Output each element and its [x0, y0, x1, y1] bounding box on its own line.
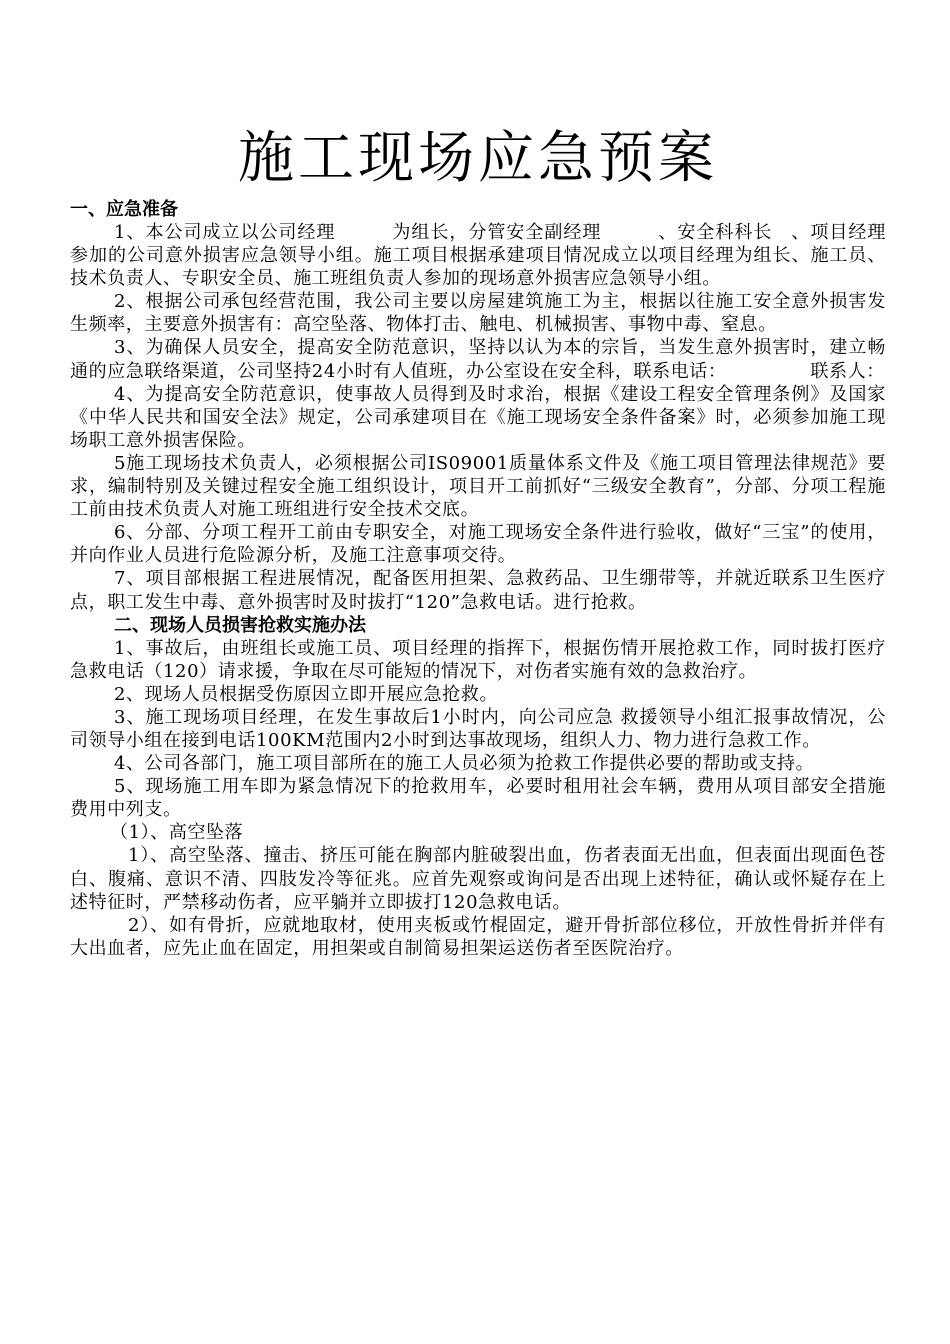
paragraph: 2、根据公司承包经营范围，我公司主要以房屋建筑施工为主，根据以往施工安全意外损害发生频率，主要意外损害有：高空坠落、物体打击、触电、机械损害、事物中毒、窒息。: [70, 291, 886, 336]
subsection-heading-fall: （1）、高空坠落: [110, 822, 244, 844]
paragraph: 1、事故后，由班组长或施工员、项目经理的指挥下，根据伤情开展抢救工作，同时拔打医疗急救电话（120）请求援，争取在尽可能短的情况下，对伤者实施有效的急救治疗。: [70, 637, 886, 682]
paragraph: 6、分部、分项工程开工前由专职安全，对施工现场安全条件进行验收，做好“三宝”的使用，并向作业人员进行危险源分析，及施工注意事项交待。: [70, 522, 886, 567]
document-title: 施工现场应急预案: [238, 126, 718, 191]
paragraph: 3、为确保人员安全，提高安全防范意识，坚持以认为本的宗旨，当发生意外损害时，建立畅通的应急联络渠道，公司坚持24小时有人值班，办公室设在安全科，联系电话： 联系人：: [70, 337, 886, 382]
subsection-item: 1）、高空坠落、撞击、挤压可能在胸部内脏破裂出血，伤者表面无出血，但表面出现面色苍白、腹痛、意识不清、四肢发冷等征兆。应首先观察或询问是否出现上述特征，确认或怀疑存在上述特征时，严禁移动伤者，应平躺并立即拔打120急救电话。: [70, 845, 886, 913]
paragraph: 5施工现场技术负责人，必须根据公司IS09001质量体系文件及《施工项目管理法律规范》要求，编制特别及关键过程安全施工组织设计，项目开工前抓好“三级安全教育”，分部、分项工程施工前由技术负责人对施工班组进行安全技术交底。: [70, 452, 886, 521]
section-heading-rescue-measures: 二、现场人员损害抢救实施办法: [114, 614, 366, 636]
section-heading-emergency-preparation: 一、应急准备: [70, 199, 178, 220]
paragraph: 3、施工现场项目经理，在发生事故后1小时内，向公司应急 救援领导小组汇报事故情况，公司领导小组在接到电话100KM范围内2小时到达事故现场，组织人力、物力进行急救工作。: [70, 706, 886, 751]
paragraph: 2、现场人员根据受伤原因立即开展应急抢救。: [114, 683, 499, 705]
paragraph: 4、公司各部门，施工项目部所在的施工人员必须为抢救工作提供必要的帮助或支持。: [114, 753, 815, 775]
paragraph: 7、项目部根据工程进展情况，配备医用担架、急救药品、卫生绷带等，并就近联系卫生医疗点，职工发生中毒、意外损害时及时拔打“120”急救电话。进行抢救。: [70, 568, 886, 613]
paragraph: 1、本公司成立以公司经理 为组长，分管安全副经理 、安全科科长 、项目经理 参加的公司意外损害应急领导小组。施工项目根据承建项目情况成立以项目经理为组长、施工员、技术负责人、专职安全员、施工班组负责人参加的现场意外损害应急领导小组。: [70, 222, 942, 290]
paragraph: 4、为提高安全防范意识，使事故人员得到及时求治，根据《建设工程安全管理条例》及国家《中华人民共和国安全法》规定，公司承建项目在《施工现场安全条件备案》时，必须参加施工现场职工意外损害保险。: [70, 383, 886, 451]
paragraph: 5、现场施工用车即为紧急情况下的抢救用车，必要时租用社会车辆，费用从项目部安全措施费用中列支。: [70, 776, 886, 821]
subsection-item: 2）、如有骨折，应就地取材，使用夹板或竹棍固定，避开骨折部位移位，开放性骨折并伴有大出血者，应先止血在固定，用担架或自制简易担架运送伤者至医院治疗。: [70, 914, 886, 959]
